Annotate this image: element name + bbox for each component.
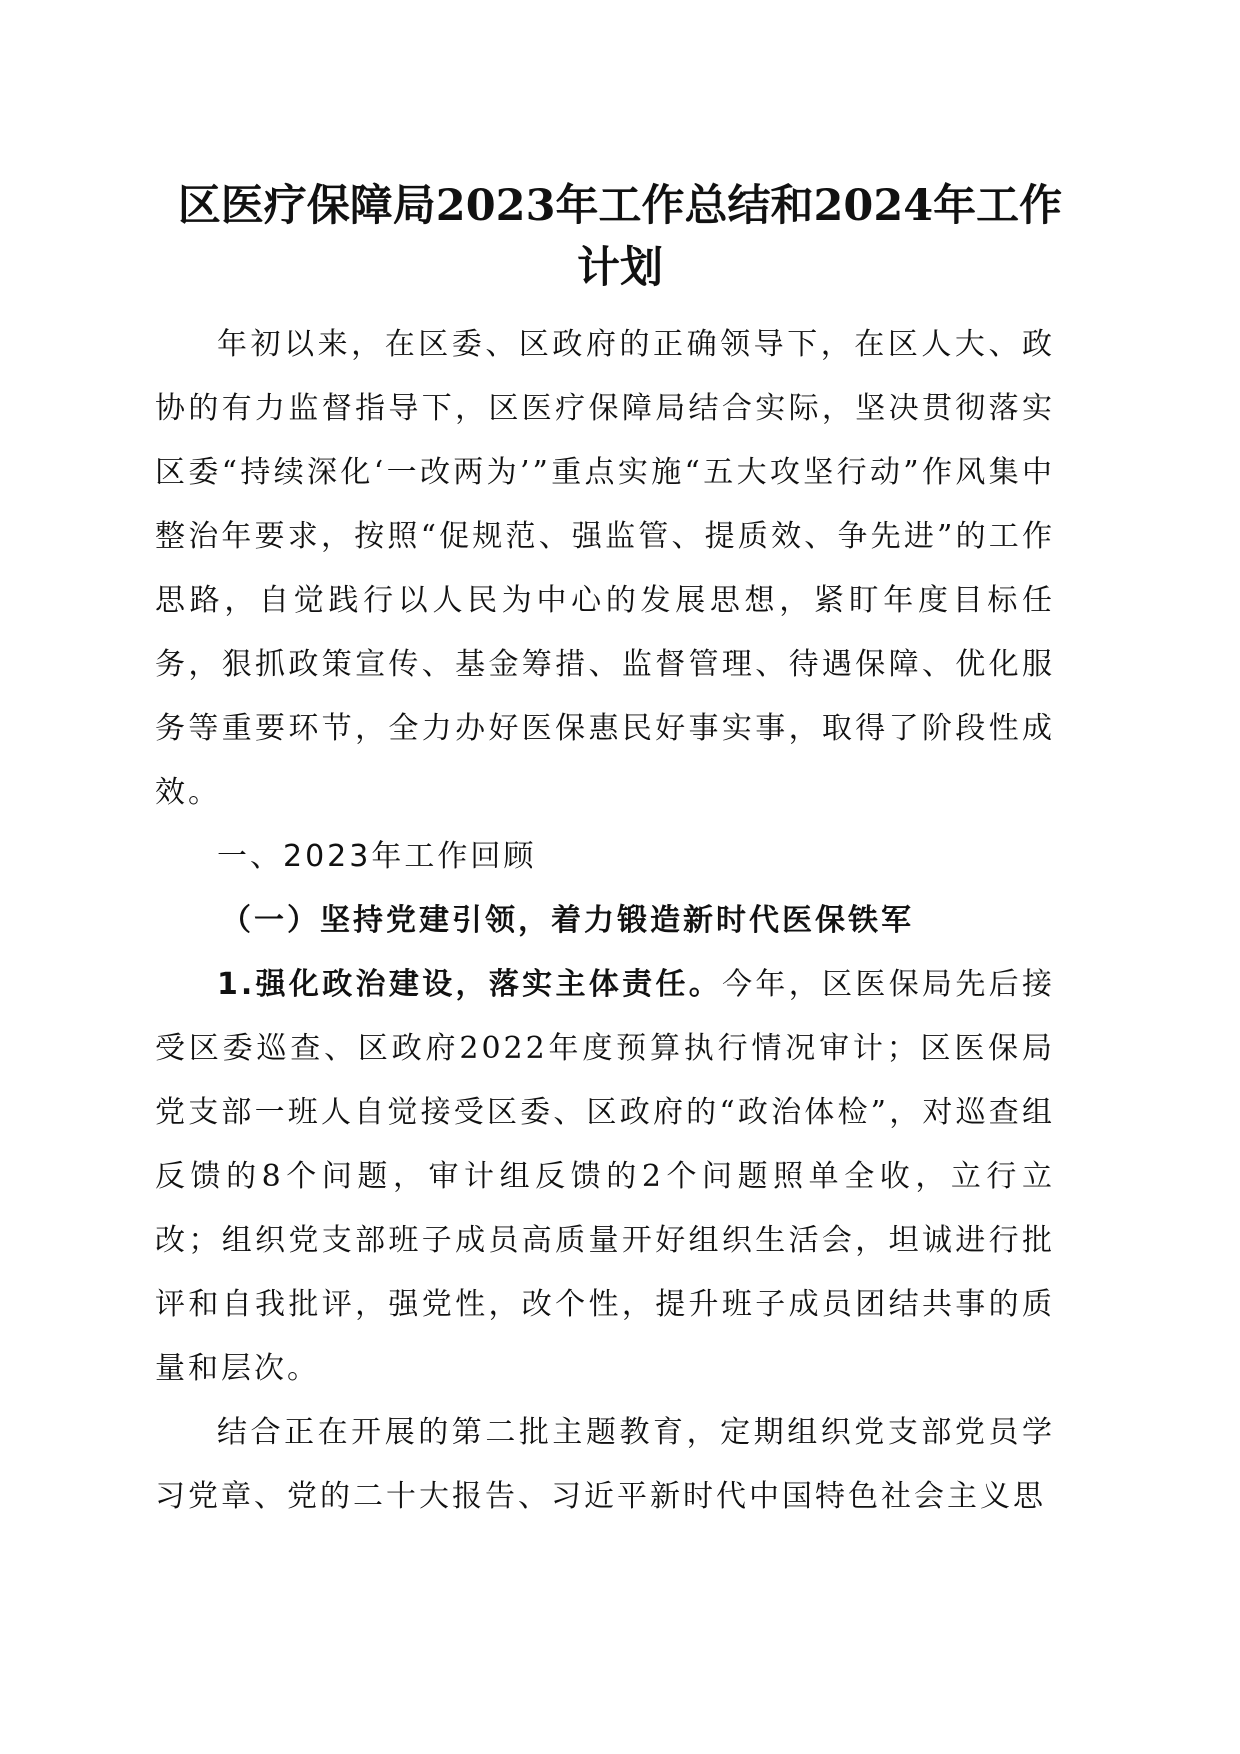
title-line-1: 区医疗保障局2023年工作总结和2024年工作	[177, 181, 1063, 231]
item-1-text: 今年，区医保局先后接受区委巡查、区政府2022年度预算执行情况审计；区医保局党支部一班人自觉接受区委、区政府的“政治体检”，对巡查组反馈的8个问题，审计组反馈的2个问题照单全收，立行立改；组织党支部班子成员高质量开好组织生活会，坦诚进行批评和自我批评，强党性，改个性，提升班子成员团结共事的质量和层次。	[155, 967, 1056, 1386]
title-line-2: 计划	[577, 243, 663, 293]
intro-paragraph: 年初以来，在区委、区政府的正确领导下，在区人大、政协的有力监督指导下，区医疗保障局结合实际，坚决贯彻落实区委“持续深化‘一改两为’”重点实施“五大攻坚行动”作风集中整治年要求，按照“促规范、强监管、提质效、争先进”的工作思路，自觉践行以人民为中心的发展思想，紧盯年度目标任务，狠抓政策宣传、基金筹措、监督管理、待遇保障、优化服务等重要环节，全力办好医保惠民好事实事，取得了阶段性成效。	[155, 327, 1055, 810]
document-body	[155, 313, 1055, 1529]
item-1-lead: 1.强化政治建设，落实主体责任。	[217, 967, 723, 1002]
study-paragraph: 结合正在开展的第二批主题教育，定期组织党支部党员学习党章、党的二十大报告、习近平新时代中国特色社会主义思	[155, 1415, 1055, 1514]
subsection-heading-party-building: （一）坚持党建引领，着力锻造新时代医保铁军	[221, 903, 914, 938]
document-title	[150, 175, 1090, 299]
section-heading-review: 一、2023年工作回顾	[217, 839, 537, 874]
item-1-paragraph	[155, 953, 1055, 1401]
